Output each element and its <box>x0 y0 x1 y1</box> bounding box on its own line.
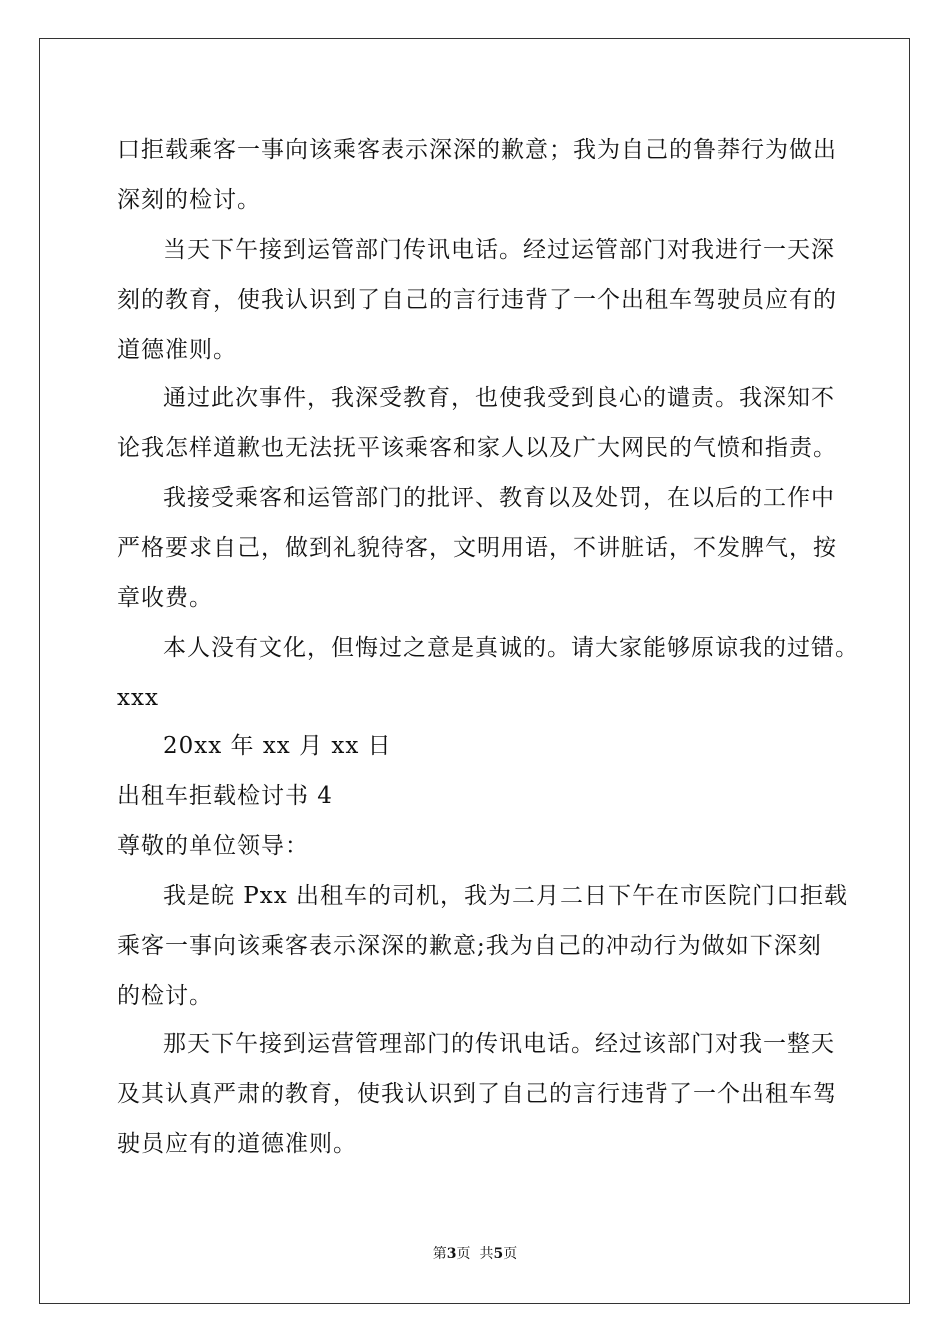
signature: xxx <box>117 685 159 711</box>
date-line: 20xx 年 xx 月 xx 日 <box>163 733 392 759</box>
page-suffix: 页 <box>503 1246 518 1262</box>
body-line: 刻的教育，使我认识到了自己的言行违背了一个出租车驾驶员应有的 <box>117 287 837 313</box>
salutation: 尊敬的单位领导： <box>117 833 309 859</box>
body-line: 道德准则。 <box>117 337 237 363</box>
page-total: 5 <box>493 1246 504 1262</box>
body-line: 章收费。 <box>117 585 213 611</box>
body-line: 我是皖 Pxx 出租车的司机，我为二月二日下午在市医院门口拒载 <box>163 883 849 909</box>
page-mid: 页 共 <box>456 1246 494 1262</box>
body-line: 通过此次事件，我深受教育，也使我受到良心的谴责。我深知不 <box>163 385 835 411</box>
body-line: 驶员应有的道德准则。 <box>117 1131 357 1157</box>
body-line: 乘客一事向该乘客表示深深的歉意;我为自己的冲动行为做如下深刻 <box>117 933 822 959</box>
body-line: 口拒载乘客一事向该乘客表示深深的歉意；我为自己的鲁莽行为做出 <box>117 137 837 163</box>
section-title: 出租车拒载检讨书 4 <box>117 783 333 809</box>
page-number <box>0 1245 950 1263</box>
body-line: 我接受乘客和运管部门的批评、教育以及处罚，在以后的工作中 <box>163 485 835 511</box>
page-border <box>39 38 910 1304</box>
body-line: 论我怎样道歉也无法抚平该乘客和家人以及广大网民的气愤和指责。 <box>117 435 837 461</box>
body-line: 深刻的检讨。 <box>117 187 261 213</box>
body-line: 及其认真严肃的教育，使我认识到了自己的言行违背了一个出租车驾 <box>117 1081 837 1107</box>
body-line: 本人没有文化，但悔过之意是真诚的。请大家能够原谅我的过错。 <box>163 635 859 661</box>
body-line: 那天下午接到运营管理部门的传讯电话。经过该部门对我一整天 <box>163 1031 835 1057</box>
page-prefix: 第 <box>432 1246 447 1262</box>
page-current: 3 <box>446 1246 457 1262</box>
body-line: 的检讨。 <box>117 983 213 1009</box>
body-line: 严格要求自己，做到礼貌待客，文明用语，不讲脏话，不发脾气，按 <box>117 535 837 561</box>
body-line: 当天下午接到运管部门传讯电话。经过运管部门对我进行一天深 <box>163 237 835 263</box>
